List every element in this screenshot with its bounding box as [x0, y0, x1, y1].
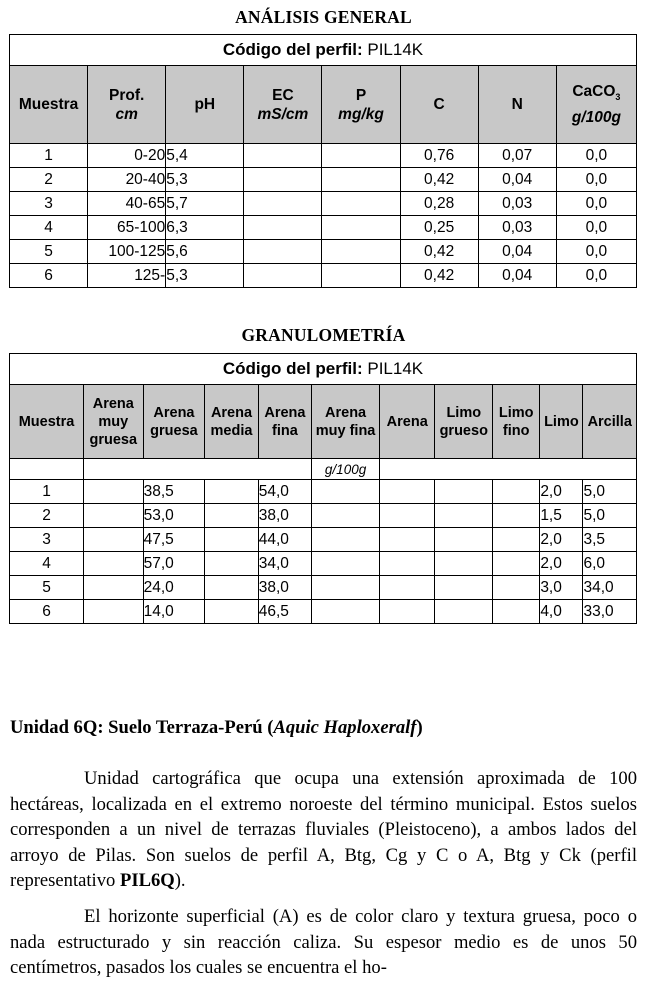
granulo-cell-muestra: 1: [10, 480, 84, 504]
granulo-cell-am: [205, 576, 258, 600]
granulo-cell-am: [205, 552, 258, 576]
general-row: [10, 192, 637, 216]
general-cell-c: 0,42: [400, 264, 478, 288]
general-cell-ph: 5,4: [166, 144, 244, 168]
general-cell-caco3: 0,0: [556, 144, 636, 168]
general-cell-p: [322, 144, 400, 168]
general-cell-prof: 20-40: [88, 168, 166, 192]
general-cell-prof: 0-20: [88, 144, 166, 168]
general-cell-ec: [244, 192, 322, 216]
general-cell-ec: [244, 240, 322, 264]
granulo-cell-muestra: 5: [10, 576, 84, 600]
header-muestra: Muestra: [10, 66, 88, 144]
general-cell-muestra: 5: [10, 240, 88, 264]
granulo-cell-amf: [312, 552, 380, 576]
general-cell-c: 0,42: [400, 240, 478, 264]
general-cell-n: 0,03: [478, 192, 556, 216]
granulo-cell-limo: 3,0: [540, 576, 583, 600]
granulo-row: [10, 600, 637, 624]
general-table: [9, 34, 637, 288]
granulo-cell-af: 38,0: [258, 576, 311, 600]
general-cell-prof: 40-65: [88, 192, 166, 216]
granulo-cell-lg: [435, 480, 493, 504]
granulo-cell-ag: 53,0: [143, 504, 205, 528]
general-cell-ph: 5,7: [166, 192, 244, 216]
general-cell-muestra: 2: [10, 168, 88, 192]
granulo-cell-amg: [84, 576, 144, 600]
gh-muestra: Muestra: [10, 385, 84, 459]
granulo-cell-arcilla: 6,0: [583, 552, 637, 576]
general-cell-caco3: 0,0: [556, 216, 636, 240]
general-cell-ph: 6,3: [166, 216, 244, 240]
granulo-row: [10, 552, 637, 576]
gh-arena-media: Arena media: [205, 385, 258, 459]
granulo-cell-arcilla: 5,0: [583, 504, 637, 528]
granulo-cell-arena: [379, 600, 435, 624]
general-cell-c: 0,28: [400, 192, 478, 216]
general-cell-muestra: 3: [10, 192, 88, 216]
granulo-cell-ag: 14,0: [143, 600, 205, 624]
granulo-cell-arena: [379, 576, 435, 600]
granulo-cell-arena: [379, 528, 435, 552]
general-cell-ph: 5,3: [166, 168, 244, 192]
granulo-cell-lf: [493, 528, 540, 552]
general-row: [10, 264, 637, 288]
granulo-cell-af: 46,5: [258, 600, 311, 624]
granulo-cell-lf: [493, 600, 540, 624]
granulo-cell-af: 38,0: [258, 504, 311, 528]
general-row: [10, 240, 637, 264]
general-code-bar: [10, 35, 637, 66]
granulo-cell-limo: 1,5: [540, 504, 583, 528]
header-caco3: CaCO$_3$ g/100g: [556, 66, 636, 144]
granulo-cell-lf: [493, 576, 540, 600]
general-cell-ec: [244, 168, 322, 192]
general-code-value: PIL14K: [367, 40, 424, 59]
general-cell-n: 0,04: [478, 240, 556, 264]
granulo-row: [10, 504, 637, 528]
granulo-cell-muestra: 2: [10, 504, 84, 528]
gh-limo-fino: Limo fino: [493, 385, 540, 459]
gh-arena-muy-gruesa: Arena muy gruesa: [84, 385, 144, 459]
general-cell-p: [322, 168, 400, 192]
gh-arena-gruesa: Arena gruesa: [143, 385, 205, 459]
granulo-cell-ag: 47,5: [143, 528, 205, 552]
general-cell-caco3: 0,0: [556, 240, 636, 264]
granulo-cell-limo: 2,0: [540, 552, 583, 576]
general-cell-prof: 100-125: [88, 240, 166, 264]
granulo-cell-lf: [493, 552, 540, 576]
header-c: C: [400, 66, 478, 144]
granulo-cell-af: 54,0: [258, 480, 311, 504]
granulo-cell-lg: [435, 576, 493, 600]
unit-heading: Unidad 6Q: Suelo Terraza-Perú (Aquic Haploxeralf): [10, 717, 423, 738]
header-n: N: [478, 66, 556, 144]
granulo-cell-ag: 24,0: [143, 576, 205, 600]
granulo-cell-muestra: 6: [10, 600, 84, 624]
granulo-code-label: Código del perfil:: [222, 359, 363, 378]
general-cell-c: 0,76: [400, 144, 478, 168]
granulo-cell-amf: [312, 480, 380, 504]
granulo-row: [10, 528, 637, 552]
general-row: [10, 216, 637, 240]
general-cell-caco3: 0,0: [556, 264, 636, 288]
general-row: [10, 168, 637, 192]
granulo-cell-limo: 2,0: [540, 528, 583, 552]
granulo-cell-lg: [435, 528, 493, 552]
gh-arena-fina: Arena fina: [258, 385, 311, 459]
granulo-cell-amf: [312, 504, 380, 528]
general-cell-muestra: 6: [10, 264, 88, 288]
granulo-cell-amg: [84, 552, 144, 576]
general-cell-c: 0,25: [400, 216, 478, 240]
granulo-row: [10, 480, 637, 504]
granulo-cell-arena: [379, 480, 435, 504]
general-cell-ph: 5,3: [166, 264, 244, 288]
granulo-cell-arcilla: 3,5: [583, 528, 637, 552]
granulo-cell-muestra: 3: [10, 528, 84, 552]
granulo-cell-limo: 4,0: [540, 600, 583, 624]
general-cell-muestra: 1: [10, 144, 88, 168]
header-prof: Prof. cm: [88, 66, 166, 144]
general-cell-p: [322, 264, 400, 288]
granulo-cell-lg: [435, 600, 493, 624]
granulo-cell-lg: [435, 552, 493, 576]
granulo-cell-lf: [493, 504, 540, 528]
granulo-cell-ag: 38,5: [143, 480, 205, 504]
paragraph-1: Unidad cartográfica que ocupa una extensión aproximada de 100 hectáreas, localizada en el extremo noroeste del término municipal. Estos suelos corresponden a un nivel de terrazas fluviales (Pleistoceno), a ambos lados del arroyo de Pilas. Son suelos de perfil A, Btg, Cg y C o A, Btg y Ck (perfil representativo PIL6Q).: [10, 768, 637, 891]
granulo-cell-am: [205, 504, 258, 528]
general-cell-n: 0,04: [478, 168, 556, 192]
general-cell-n: 0,04: [478, 264, 556, 288]
general-cell-prof: 65-100: [88, 216, 166, 240]
granulo-cell-arena: [379, 504, 435, 528]
granulo-cell-amg: [84, 480, 144, 504]
granulo-cell-am: [205, 600, 258, 624]
gh-arena: Arena: [379, 385, 435, 459]
granulo-code-value: PIL14K: [367, 359, 424, 378]
gh-arena-muy-fina: Arena muy fina: [312, 385, 380, 459]
header-p: P mg/kg: [322, 66, 400, 144]
header-ec: EC mS/cm: [244, 66, 322, 144]
granulo-cell-am: [205, 480, 258, 504]
granulo-cell-lg: [435, 504, 493, 528]
general-cell-prof: 125-: [88, 264, 166, 288]
granulo-cell-af: 34,0: [258, 552, 311, 576]
general-cell-p: [322, 240, 400, 264]
granulo-cell-arcilla: 33,0: [583, 600, 637, 624]
general-cell-n: 0,03: [478, 216, 556, 240]
general-title: ANÁLISIS GENERAL: [235, 7, 412, 27]
general-cell-caco3: 0,0: [556, 168, 636, 192]
granulo-cell-am: [205, 528, 258, 552]
general-cell-p: [322, 192, 400, 216]
granulo-cell-arena: [379, 552, 435, 576]
granulo-table: [9, 353, 637, 624]
granulo-cell-muestra: 4: [10, 552, 84, 576]
granulo-cell-amg: [84, 600, 144, 624]
general-cell-n: 0,07: [478, 144, 556, 168]
general-cell-p: [322, 216, 400, 240]
granulo-cell-limo: 2,0: [540, 480, 583, 504]
gh-limo: Limo: [540, 385, 583, 459]
granulo-cell-amf: [312, 576, 380, 600]
gh-arcilla: Arcilla: [583, 385, 637, 459]
paragraph-2: El horizonte superficial (A) es de color claro y textura gruesa, poco o nada estructurado y sin reacción caliza. Su espesor medio es de unos 50 centímetros, pasados los cuales se encuentra el ho-: [10, 906, 637, 978]
granulo-cell-arcilla: 34,0: [583, 576, 637, 600]
granulo-cell-arcilla: 5,0: [583, 480, 637, 504]
granulo-cell-amf: [312, 528, 380, 552]
general-cell-ec: [244, 264, 322, 288]
granulo-code-bar: [10, 354, 637, 385]
general-cell-c: 0,42: [400, 168, 478, 192]
granulo-cell-amg: [84, 528, 144, 552]
general-cell-ec: [244, 144, 322, 168]
granulo-cell-amf: [312, 600, 380, 624]
granulo-cell-amg: [84, 504, 144, 528]
granulo-cell-af: 44,0: [258, 528, 311, 552]
general-code-label: Código del perfil:: [222, 40, 363, 59]
general-cell-ec: [244, 216, 322, 240]
header-ph: pH: [166, 66, 244, 144]
granulo-cell-lf: [493, 480, 540, 504]
gh-limo-grueso: Limo grueso: [435, 385, 493, 459]
general-cell-caco3: 0,0: [556, 192, 636, 216]
granulo-cell-ag: 57,0: [143, 552, 205, 576]
granulo-title: GRANULOMETRÍA: [241, 325, 406, 345]
general-cell-ph: 5,6: [166, 240, 244, 264]
granulo-unit: g/100g: [312, 459, 380, 480]
general-row: [10, 144, 637, 168]
granulo-row: [10, 576, 637, 600]
general-cell-muestra: 4: [10, 216, 88, 240]
